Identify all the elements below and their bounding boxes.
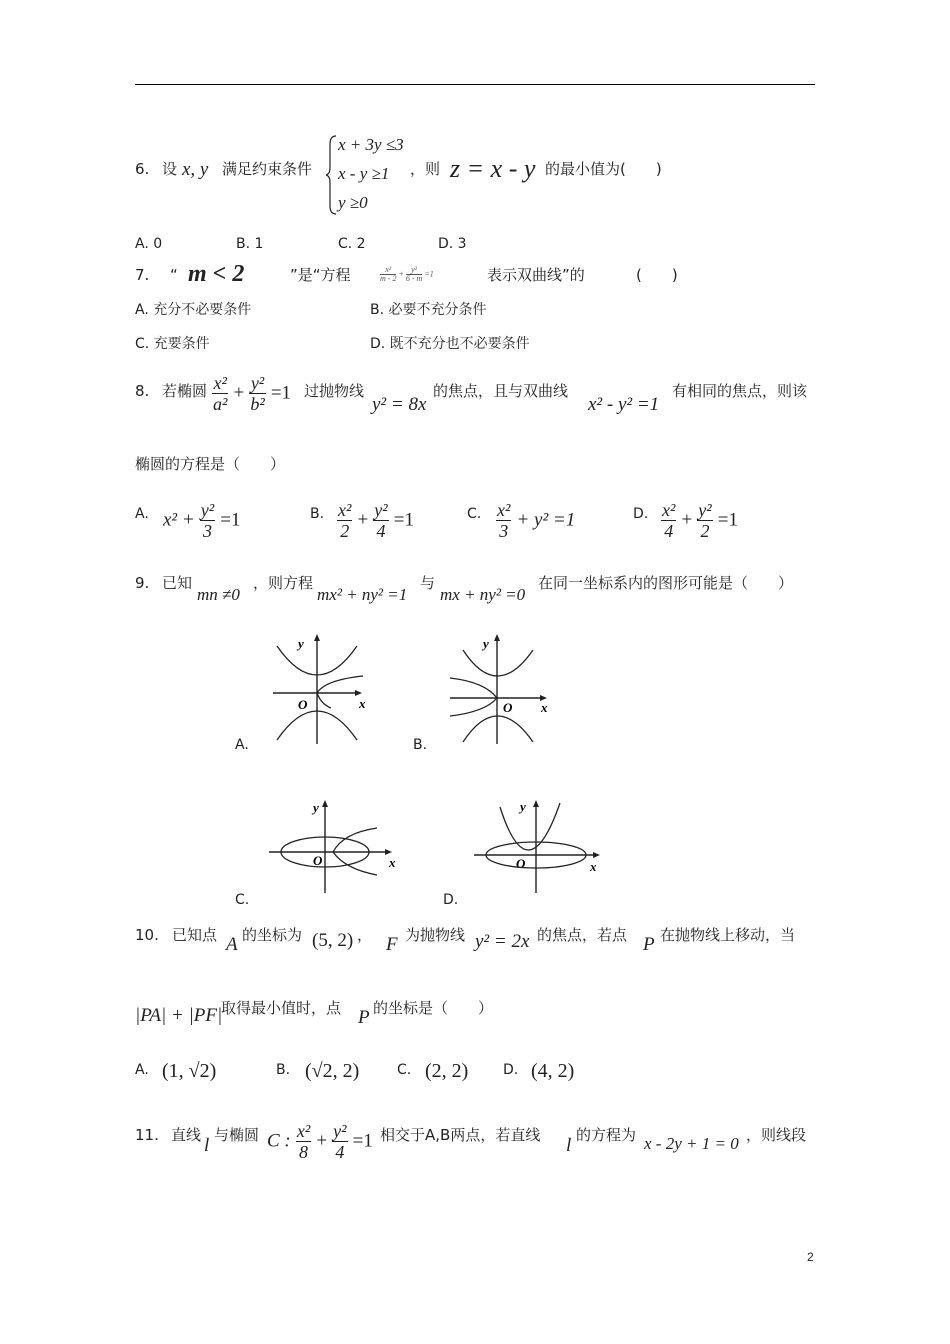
q11-mid1: 与椭圆 bbox=[214, 1126, 260, 1144]
q7-option-a: A. 充分不必要条件 bbox=[135, 302, 252, 318]
q10-point-a: A bbox=[226, 934, 238, 955]
q8-intro: 若椭圆 bbox=[162, 382, 208, 400]
q8-mid1: 过抛物线 bbox=[304, 382, 365, 400]
q6-constraint-3: y ≥0 bbox=[338, 193, 368, 212]
q10-option-c-label: C. bbox=[397, 1062, 412, 1078]
svg-text:y: y bbox=[520, 799, 526, 814]
q9-label-b: B. bbox=[413, 737, 428, 753]
page-number: 2 bbox=[807, 1250, 814, 1264]
q8-parabola: y² = 8x bbox=[372, 394, 427, 415]
q6-brace bbox=[326, 134, 338, 216]
q8-option-c-label: C. bbox=[467, 506, 482, 522]
q10-option-b-label: B. bbox=[276, 1062, 291, 1078]
svg-text:y: y bbox=[298, 636, 304, 651]
q7-tail: 表示双曲线”的 bbox=[487, 266, 585, 284]
q11-number: 11. bbox=[135, 1126, 159, 1144]
q9-graph-a bbox=[265, 632, 375, 747]
q6-option-c: C. 2 bbox=[338, 236, 366, 252]
q6-option-a: A. 0 bbox=[135, 236, 163, 252]
q10-mid2: 为抛物线 bbox=[405, 926, 466, 944]
q11-mid3: 的方程为 bbox=[576, 1126, 637, 1144]
svg-text:x: x bbox=[389, 855, 396, 870]
q10-mid1: 的坐标为 bbox=[242, 926, 303, 944]
svg-text:y: y bbox=[313, 800, 319, 815]
q6-cond-label: 满足约束条件 bbox=[222, 160, 313, 178]
q8-line2: 椭圆的方程是（ ） bbox=[135, 455, 286, 473]
q7-equation: $\frac{\text{x²}}{m - 2}$ + $\frac{\text{y²}}{6 - m}$ =1 bbox=[380, 265, 434, 283]
q9-graph-b bbox=[445, 632, 560, 747]
q11-intro: 直线 bbox=[171, 1126, 202, 1144]
q9-graph-c bbox=[265, 795, 410, 895]
q9-label-c: C. bbox=[235, 892, 250, 908]
q6-then: ，则 bbox=[410, 160, 441, 178]
q8-ellipse-equation: $\frac{\text{x²}}{\text{a²}}$ + $\frac{\text{y²}}{\text{b²}}$ =1 bbox=[213, 373, 292, 414]
q7-paren: ( ) bbox=[636, 266, 678, 284]
q10-line2: 取得最小值时，点 bbox=[221, 999, 342, 1017]
svg-text:O: O bbox=[516, 856, 526, 871]
q8-option-a: x² + $\frac{\text{y²}}{3}$ =1 bbox=[163, 500, 241, 541]
q9-equation-1: mx² + ny² =1 bbox=[317, 585, 408, 604]
q9-label-d: D. bbox=[443, 892, 459, 908]
q10-line2-tail: 的坐标是（ ） bbox=[373, 999, 494, 1017]
q8-number: 8. bbox=[135, 382, 150, 400]
q10-sum: |PA| + |PF| bbox=[135, 1005, 223, 1026]
q9-label-a: A. bbox=[235, 737, 249, 753]
q8-option-b: $\frac{\text{x²}}{2}$ + $\frac{\text{y²}}{4}$ =1 bbox=[338, 500, 414, 541]
q9-mid1: ，则方程 bbox=[253, 574, 314, 592]
svg-text:O: O bbox=[503, 700, 513, 715]
header-rule bbox=[135, 84, 815, 85]
svg-text:O: O bbox=[313, 853, 323, 868]
q8-option-d-label: D. bbox=[633, 506, 649, 522]
q10-coordinate: (5, 2) bbox=[312, 930, 354, 951]
q10-option-a: (1, √2) bbox=[162, 1060, 217, 1082]
q6-number: 6. bbox=[135, 160, 150, 178]
q6-option-b: B. 1 bbox=[236, 236, 264, 252]
q6-constraint-1: x + 3y ≤3 bbox=[338, 135, 404, 154]
q6-constraint-2: x - y ≥1 bbox=[338, 164, 390, 183]
q6-option-d: D. 3 bbox=[438, 236, 467, 252]
q7-quote-open: “ bbox=[170, 266, 178, 284]
q9-intro: 已知 bbox=[162, 574, 193, 592]
svg-text:O: O bbox=[298, 697, 308, 712]
q8-mid2: 的焦点，且与双曲线 bbox=[433, 382, 569, 400]
q9-graph-d bbox=[470, 795, 615, 895]
q10-number: 10. bbox=[135, 926, 159, 944]
q9-number: 9. bbox=[135, 574, 150, 592]
q11-line-equation: x - 2y + 1 = 0 bbox=[644, 1134, 739, 1153]
q7-option-b: B. 必要不充分条件 bbox=[370, 302, 487, 318]
q9-condition: mn ≠0 bbox=[197, 585, 240, 604]
q11-ellipse-equation: C : $\frac{\text{x²}}{8}$ + $\frac{\text{y²}}{4}$ =1 bbox=[267, 1121, 373, 1162]
q10-option-c: (2, 2) bbox=[425, 1060, 469, 1082]
q11-mid2: 相交于A,B两点，若直线 bbox=[380, 1126, 541, 1144]
q8-hyperbola: x² - y² =1 bbox=[588, 394, 660, 415]
q7-option-d: D. 既不充分也不必要条件 bbox=[370, 336, 530, 352]
q9-equation-2: mx + ny² =0 bbox=[440, 585, 526, 604]
svg-text:y: y bbox=[483, 636, 489, 651]
q8-option-a-label: A. bbox=[135, 506, 149, 522]
q10-parabola: y² = 2x bbox=[475, 931, 530, 952]
q8-tail: 有相同的焦点，则该 bbox=[672, 382, 808, 400]
q6-vars: x, y bbox=[182, 159, 209, 180]
q6-objective: z = x - y bbox=[450, 154, 536, 183]
q10-option-a-label: A. bbox=[135, 1062, 149, 1078]
q6-tail: 的最小值为( ) bbox=[545, 160, 662, 178]
q10-point-p2: P bbox=[358, 1007, 370, 1028]
q7-number: 7. bbox=[135, 266, 150, 284]
q10-tail: 在抛物线上移动，当 bbox=[660, 926, 796, 944]
svg-text:x: x bbox=[590, 859, 597, 874]
q7-option-c: C. 充要条件 bbox=[135, 336, 210, 352]
q10-option-d: (4, 2) bbox=[531, 1060, 575, 1082]
q9-tail: 在同一坐标系内的图形可能是（ ） bbox=[538, 574, 794, 592]
svg-text:x: x bbox=[541, 700, 548, 715]
q10-option-d-label: D. bbox=[503, 1062, 519, 1078]
q11-line-l2: l bbox=[566, 1135, 572, 1156]
q7-mid: ”是“方程 bbox=[290, 266, 351, 284]
q10-intro: 已知点 bbox=[172, 926, 218, 944]
q6-intro: 设 bbox=[162, 160, 178, 178]
q8-option-b-label: B. bbox=[310, 506, 325, 522]
q8-option-c: $\frac{\text{x²}}{3}$ + y² =1 bbox=[497, 500, 576, 541]
q11-tail: ，则线段 bbox=[746, 1126, 807, 1144]
q10-option-b: (√2, 2) bbox=[305, 1060, 360, 1082]
q7-condition: m < 2 bbox=[188, 261, 245, 287]
q9-mid2: 与 bbox=[420, 574, 436, 592]
q10-point-p: P bbox=[643, 934, 655, 955]
q10-focus-f: F bbox=[386, 934, 398, 955]
q10-comma: ， bbox=[357, 926, 373, 944]
svg-text:x: x bbox=[359, 696, 366, 711]
q8-option-d: $\frac{\text{x²}}{4}$ + $\frac{\text{y²}}{2}$ =1 bbox=[662, 500, 738, 541]
q10-mid3: 的焦点，若点 bbox=[537, 926, 628, 944]
q11-line-l: l bbox=[204, 1135, 210, 1156]
